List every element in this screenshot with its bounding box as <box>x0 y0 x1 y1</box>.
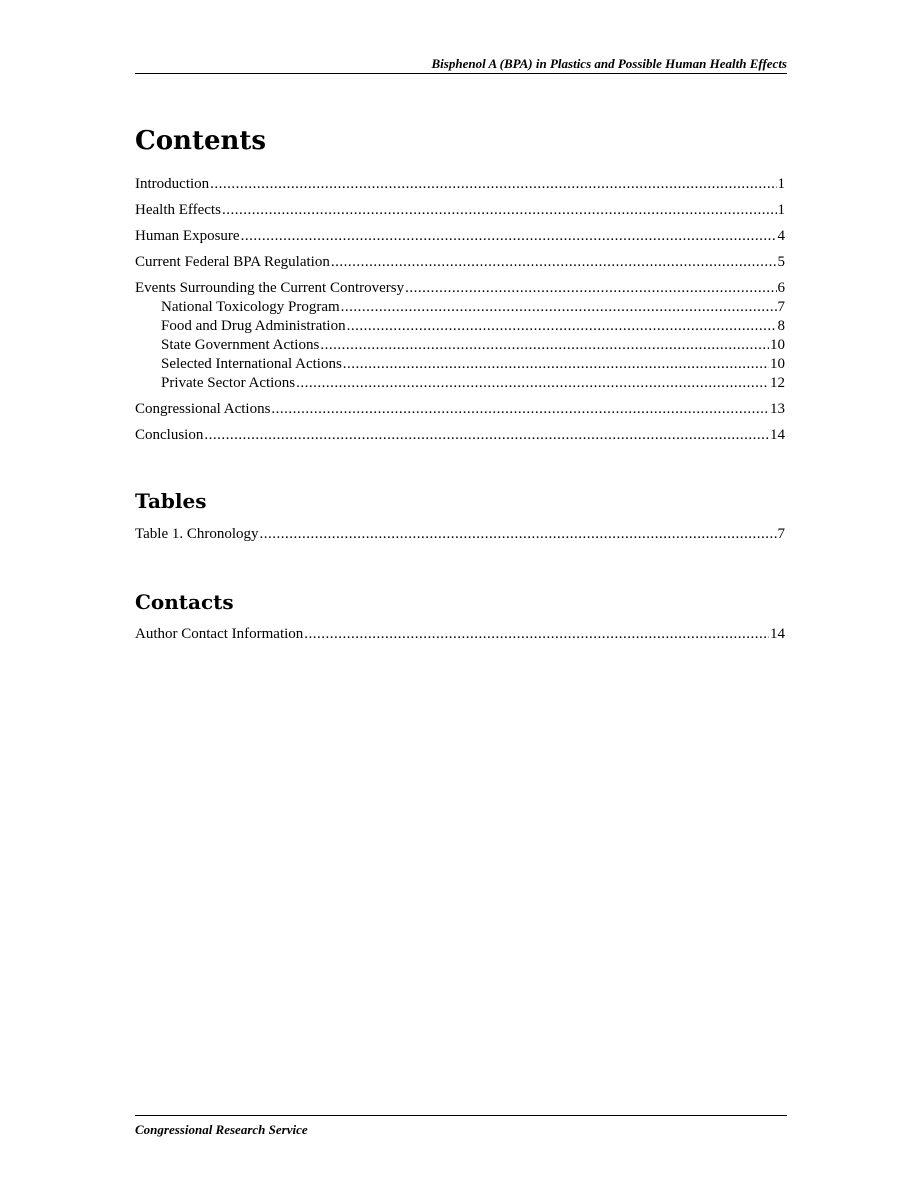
toc-entry-table-1-chronology[interactable] <box>135 525 785 544</box>
toc-entry-page: 13 <box>770 401 785 417</box>
toc-entry-current-federal-bpa-regulation[interactable] <box>135 253 785 272</box>
toc-entry-page: 8 <box>777 318 785 334</box>
dot-leader <box>405 279 776 298</box>
toc-entry-title: Human Exposure <box>135 228 240 244</box>
toc-entry-human-exposure[interactable] <box>135 227 785 246</box>
contacts-list <box>135 625 785 644</box>
toc-entry-congressional-actions[interactable] <box>135 400 785 419</box>
toc-entry-national-toxicology-program[interactable] <box>135 298 785 317</box>
toc-entry-food-and-drug-administration[interactable] <box>135 317 785 336</box>
toc-entry-author-contact-information[interactable] <box>135 625 785 644</box>
toc-entry-title: Conclusion <box>135 427 204 443</box>
toc-entry-page: 14 <box>770 626 785 642</box>
toc-entry-title: Food and Drug Administration <box>161 318 346 334</box>
dot-leader <box>271 400 769 419</box>
toc-entry-page: 1 <box>777 176 785 192</box>
toc-entry-title: National Toxicology Program <box>161 299 340 315</box>
dot-leader <box>296 374 769 393</box>
toc-entry-title: Selected International Actions <box>161 356 342 372</box>
dot-leader <box>204 426 769 445</box>
tables-list <box>135 525 785 544</box>
toc-entry-page: 7 <box>777 299 785 315</box>
toc-entry-health-effects[interactable] <box>135 201 785 220</box>
contents-list <box>135 175 785 445</box>
toc-entry-title: State Government Actions <box>161 337 320 353</box>
toc-entry-title: Table 1. Chronology <box>135 526 259 542</box>
toc-entry-page: 6 <box>777 280 785 296</box>
toc-entry-page: 10 <box>770 356 785 372</box>
dot-leader <box>341 298 777 317</box>
tables-heading: Tables <box>135 489 207 513</box>
dot-leader <box>210 175 776 194</box>
toc-entry-state-government-actions[interactable] <box>135 336 785 355</box>
toc-entry-page: 5 <box>777 254 785 270</box>
toc-entry-page: 1 <box>777 202 785 218</box>
toc-entry-title: Current Federal BPA Regulation <box>135 254 330 270</box>
toc-entry-title: Events Surrounding the Current Controversy <box>135 280 405 296</box>
toc-entry-introduction[interactable] <box>135 175 785 194</box>
dot-leader <box>320 336 769 355</box>
toc-entry-private-sector-actions[interactable] <box>135 374 785 393</box>
dot-leader <box>343 355 769 374</box>
contents-heading: Contents <box>135 126 267 156</box>
toc-entry-conclusion[interactable] <box>135 426 785 445</box>
toc-entry-page: 7 <box>777 526 785 542</box>
running-footer: Congressional Research Service <box>135 1115 787 1139</box>
running-header: Bisphenol A (BPA) in Plastics and Possible Human Health Effects <box>135 55 787 74</box>
dot-leader <box>222 201 777 220</box>
toc-entry-title: Congressional Actions <box>135 401 271 417</box>
dot-leader <box>260 525 777 544</box>
toc-entry-events-surrounding-controversy[interactable] <box>135 279 785 298</box>
dot-leader <box>241 227 777 246</box>
toc-entry-page: 4 <box>777 228 785 244</box>
toc-entry-title: Introduction <box>135 176 210 192</box>
toc-entry-page: 12 <box>770 375 785 391</box>
toc-entry-title: Health Effects <box>135 202 221 218</box>
toc-entry-title: Private Sector Actions <box>161 375 296 391</box>
toc-entry-selected-international-actions[interactable] <box>135 355 785 374</box>
contacts-heading: Contacts <box>135 590 234 614</box>
toc-entry-page: 14 <box>770 427 785 443</box>
dot-leader <box>304 625 769 644</box>
toc-entry-page: 10 <box>770 337 785 353</box>
dot-leader <box>347 317 777 336</box>
dot-leader <box>331 253 777 272</box>
toc-entry-title: Author Contact Information <box>135 626 304 642</box>
